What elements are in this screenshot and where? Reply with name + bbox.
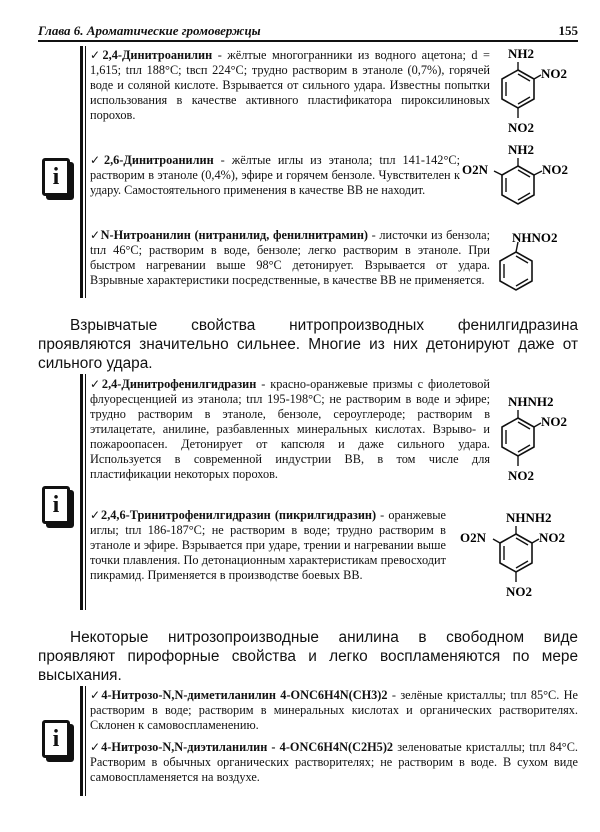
svg-text:O2N: O2N [462,162,488,177]
entry-n-nitroaniline: ✓N-Нитроанилин (нитранилид, фенилнитрамин) - листочки из бензола; tпл 46°С; растворим в воде, бензоле; легко растворим в этаноле. При быстром нагревании выше 98°С детонирует. Взрывается от удара. Взрывные характеристики посредственные, в качестве ВВ не применяется. [90,228,490,287]
svg-text:NO2: NO2 [539,530,565,545]
paragraph-phenylhydrazine: Взрывчатые свойства нитропроизводных фенилгидразина проявляются значительно сильнее. Многие из них детонируют даже от сильного удара. [38,317,578,372]
check-icon: ✓ [90,48,103,62]
structure-n-nitroaniline [496,228,576,288]
check-icon: ✓ [90,508,102,522]
check-icon: ✓ [90,153,104,167]
section-bar [80,46,83,298]
entry-picrylhydrazine: ✓2,4,6-Тринитрофенилгидразин (пикрилгидразин) - оранжевые иглы; tпл 186-187°С; не растворим в воде; трудно растворим в этаноле и эфире. Взрывается при ударе, трении и нагревании выше точки плавления. По детонационным характеристикам превосходит пикрамид. Применяется в производстве боевых ВВ. [90,508,446,582]
entry-nitroso-dimethylaniline: ✓4-Нитрозо-N,N-диметиланилин 4-ONC6H4N(CH3)2 - зелёные кристаллы; tпл 85°С. Не растворим в воде; растворим в минеральных кислотах и органических растворителях. Склонен к самовоспламенению. [90,688,579,732]
entry-nitroso-diethylaniline: ✓4-Нитрозо-N,N-диэтиланилин - 4-ONC6H4N(C2H5)2 зеленоватые кристаллы; tпл 84°С. Растворим в обычных органических растворителях; не растворим в воде. В сухом виде самовоспламеняется на воздухе. [90,740,579,784]
svg-text:NO2: NO2 [508,120,534,135]
section-bar [80,374,83,610]
check-icon: ✓ [90,228,101,242]
check-icon: ✓ [90,688,102,702]
entry-24-dinitroaniline: ✓2,4-Динитроанилин - жёлтые многогранники из водного ацетона; d = 1,615; tпл 188°С; tвсп 224°С; трудно растворим в этаноле (0,7%), горячей воде и соляной кислоте. Взрывается от сильного удара. Известны попытки использования в качестве активного пластификатора пироксилиновых порохов. [90,48,490,122]
svg-text:O2N: O2N [460,530,486,545]
entry-26-dinitroaniline: ✓2,6-Динитроанилин - жёлтые иглы из этанола; tпл 141-142°С; растворим в этаноле (0,4%), эфире и горячем бензоле. Чувствителен к удару. Самостоятельного применения в качестве ВВ не находит. [90,153,460,197]
svg-text:NO2: NO2 [506,584,532,599]
svg-text:NHNH2: NHNH2 [506,510,552,525]
svg-text:NO2: NO2 [541,66,567,81]
section-bar-thin [85,374,86,610]
page-number: 155 [558,23,578,38]
section-bar [80,686,83,796]
entry-24-dinitrophenylhydrazine: ✓2,4-Динитрофенилгидразин - красно-оранжевые призмы с фиолетовой флуоресценцией из этанола; tпл 195-198°С; не растворим в воде и эфире; трудно растворим в этаноле, бензоле, сероуглероде; растворим в этилацетате, анилине, разбавленных минеральных кислотах. Взрыво- и пожароопасен. Детонирует от капсюля и даже сильного удара. Используется в современной индустрии ВВ, в том числе для пластификации некоторых порохов. [90,377,491,481]
svg-text:NH2: NH2 [508,142,534,157]
structure-24-dinitrophenylhydrazine [494,392,576,492]
svg-text:NHNH2: NHNH2 [508,394,554,409]
info-icon: i [42,720,70,758]
structure-24-dinitroaniline [496,44,576,139]
svg-text:NHNO2: NHNO2 [512,230,558,245]
page-header [38,22,578,42]
section-bar-thin [85,46,86,298]
svg-text:NH2: NH2 [508,46,534,61]
check-icon: ✓ [90,377,102,391]
svg-text:NO2: NO2 [508,468,534,483]
structure-picrylhydrazine [452,508,580,608]
info-icon: i [42,158,70,196]
section-bar-thin [85,686,86,796]
chapter-title: Глава 6. Ароматические громовержцы [38,23,261,38]
info-icon: i [42,486,70,524]
structure-26-dinitroaniline [460,142,580,212]
svg-text:NO2: NO2 [541,414,567,429]
check-icon: ✓ [90,740,102,754]
svg-text:NO2: NO2 [542,162,568,177]
paragraph-nitroso: Некоторые нитрозопроизводные анилина в свободном виде проявляют пирофорные свойства и легко воспламеняются по мере высыхания. [38,629,578,684]
